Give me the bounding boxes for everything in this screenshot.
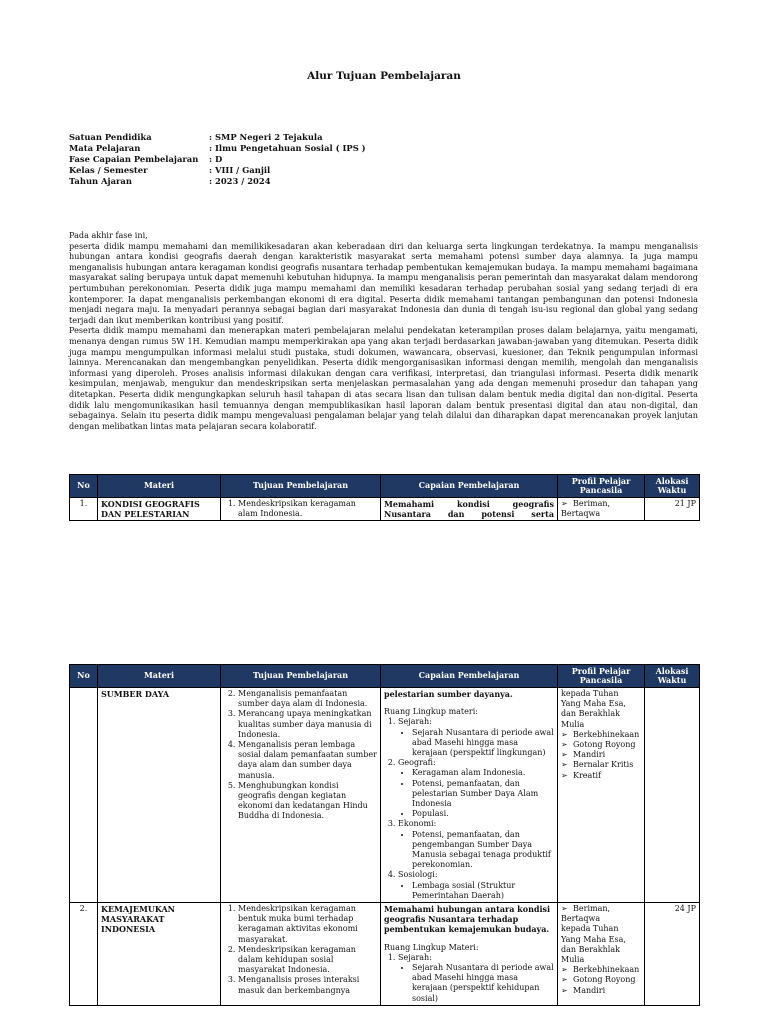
- profil-item: ➢ Bernalar Kritis: [561, 760, 634, 770]
- profil-continuation: kepada Tuhan: [561, 689, 619, 698]
- outcome-paragraph: peserta didik mampu memahami dan memilikikesadaran akan keberadaan diri dan keluarga serta lingkungan terdekatnya. Ia mampu menganalisis hubungan antara kondisi geografis daerah dengan karakteristik masyarakat serta memahami potensi sumber daya alamnya. Ia juga mampu menganalisis hubungan antara keragaman kondisi geografis nusantara terhadap pembentukan kemajemukan budaya. Ia mampu memahami bagaimana masyarakat saling berupaya untuk dapat memenuhi kebutuhan hidupnya. Ia mampu menganalisis peran pemerintah dan masyarakat dalam mendorong pertumbuhan perekonomian. Peserta didik juga mampu memahami dan memiliki kesadaran terhadap perubahan sosial yang sedang terjadi di era kontemporer. Ia dapat menganalisis perkembangan ekonomi di era digital. Peserta didik memahami tantangan pembangunan dan potensi Indonesia menjadi negara maju. Ia menyadari perannya sebagai bagian dari masyarakat Indonesia dan dunia di tengah isu-isu regional dan global yang sedang terjadi dan ikut memberikan kontribusi yang positif.: [69, 240, 698, 325]
- ruang-item: 1. Sejarah: • Sejarah Nusantara di periode awal abad Masehi hingga masa kerajaan (perspektif kehidupan sosial): [398, 953, 554, 1004]
- tujuan-item: 1. Mendeskripsikan keragaman alam Indonesia.: [238, 499, 377, 519]
- alokasi-cell: [645, 688, 700, 903]
- ruang-subitem: • Lembaga sosial (Struktur Pemerintahan Daerah): [412, 881, 554, 901]
- arrow-bullet-icon: ➢: [561, 760, 568, 770]
- tujuan-item: 3. Merancang upaya meningkatkan kualitas sumber daya manusia di Indonesia.: [238, 709, 377, 740]
- profil-continuation: Mulia: [561, 955, 585, 965]
- arrow-bullet-icon: ➢: [561, 770, 568, 780]
- materi-cell: KEMAJEMUKAN MASYARAKAT INDONESIA: [98, 903, 221, 1006]
- ruang-subitem: • Sejarah Nusantara di periode awal abad Masehi hingga masa kerajaan (perspektif kehidupan sosial): [412, 963, 554, 1004]
- profil-continuation: Mulia: [561, 719, 585, 729]
- arrow-bullet-icon: ➢: [561, 975, 568, 985]
- header-capaian: Capaian Pembelajaran: [381, 475, 558, 498]
- profil-cell: [558, 903, 645, 1006]
- tujuan-item: 3. Menganalisis proses interaksi masuk dan berkembangnya: [238, 975, 377, 995]
- row-number: 2.: [70, 903, 98, 1006]
- profil-item: ➢ Gotong Royong: [561, 740, 636, 750]
- document-title: Alur Tujuan Pembelajaran: [307, 70, 461, 82]
- ruang-subitem: • Potensi, pemanfaatan, dan pelestarian Sumber Daya Alam Indonesia: [412, 779, 554, 810]
- tujuan-item: 2. Mendeskripsikan keragaman dalam kehidupan sosial masyarakat Indonesia.: [238, 945, 377, 976]
- info-label: Tahun Ajaran: [69, 176, 132, 186]
- profil-item: ➢ Kreatif: [561, 770, 602, 780]
- info-label: Mata Pelajaran: [69, 143, 141, 153]
- atp-table-page2: [69, 664, 700, 1006]
- capaian-text: pelestarian sumber dayanya.: [384, 689, 513, 699]
- info-value: : 2023 / 2024: [209, 176, 271, 186]
- tujuan-cell: [221, 498, 381, 521]
- header-profil: Profil Pelajar Pancasila: [558, 475, 645, 498]
- profil-continuation: Bertaqwa: [561, 914, 601, 924]
- table-header-row: [70, 475, 700, 498]
- alokasi-cell: 24 JP: [645, 903, 700, 1006]
- capaian-cell: Memahami kondisi geografis Nusantara dan potensi serta: [381, 498, 558, 521]
- row-number: [70, 688, 98, 903]
- ruang-item: 3. Ekonomi: • Potensi, pemanfaatan, dan pengembangan Sumber Daya Manusia sebagai tenaga produktif perekonomian.: [398, 819, 554, 870]
- arrow-bullet-icon: ➢: [561, 985, 568, 995]
- info-row: [69, 143, 366, 154]
- profil-cell: [558, 688, 645, 903]
- profil-continuation: Bertaqwa: [561, 509, 601, 519]
- profil-cell: [558, 498, 645, 521]
- header-tujuan: Tujuan Pembelajaran: [221, 475, 381, 498]
- header-alokasi: Alokasi Waktu: [645, 665, 700, 688]
- table-row: [70, 903, 700, 1006]
- ruang-item: 1. Sejarah: • Sejarah Nusantara di periode awal abad Masehi hingga masa kerajaan (perspektif lingkungan): [398, 717, 554, 758]
- tujuan-item: 1. Mendeskripsikan keragaman bentuk muka bumi terhadap keragaman aktivitas ekonomi masyarakat.: [238, 904, 377, 945]
- info-value: : D: [209, 154, 223, 164]
- info-value: : VIII / Ganjil: [209, 165, 271, 175]
- materi-cell: KONDISI GEOGRAFIS DAN PELESTARIAN: [98, 498, 221, 521]
- info-row: [69, 132, 366, 143]
- profil-item: ➢ Berkebhinekaan: [561, 729, 640, 739]
- arrow-bullet-icon: ➢: [561, 729, 568, 739]
- table-row: [70, 688, 700, 903]
- header-no: No: [70, 665, 98, 688]
- profil-item: ➢ Beriman,: [561, 904, 611, 914]
- header-tujuan: Tujuan Pembelajaran: [221, 665, 381, 688]
- ruang-lingkup-label: Ruang Lingkup Materi:: [384, 942, 479, 952]
- arrow-bullet-icon: ➢: [561, 750, 568, 760]
- capaian-cell: [381, 903, 558, 1006]
- arrow-bullet-icon: ➢: [561, 499, 568, 508]
- capaian-text: Memahami hubungan antara kondisi geografis Nusantara terhadap pembentukan kemajemukan budaya.: [384, 904, 551, 935]
- arrow-bullet-icon: ➢: [561, 965, 568, 975]
- table-header-row: [70, 665, 700, 688]
- atp-table-page1: [69, 474, 700, 521]
- identity-block: [69, 132, 366, 187]
- tujuan-cell: [221, 903, 381, 1006]
- profil-item: ➢ Mandiri: [561, 750, 606, 760]
- profil-item: ➢ Berkebhinekaan: [561, 965, 640, 975]
- header-materi: Materi: [98, 475, 221, 498]
- row-number: 1.: [70, 498, 98, 521]
- ruang-subitem: • Keragaman alam Indonesia.: [412, 768, 554, 778]
- ruang-lingkup-label: Ruang Lingkup materi:: [384, 707, 478, 717]
- info-label: Kelas / Semester: [69, 165, 148, 175]
- header-no: No: [70, 475, 98, 498]
- learning-outcome-text: [69, 230, 698, 431]
- ruang-subitem: • Sejarah Nusantara di periode awal abad Masehi hingga masa kerajaan (perspektif lingkungan): [412, 728, 554, 759]
- info-label: Satuan Pendidika: [69, 132, 152, 142]
- table-row: [70, 498, 700, 521]
- info-row: [69, 176, 366, 187]
- materi-cell: SUMBER DAYA: [98, 688, 221, 903]
- header-profil: Profil Pelajar Pancasila: [558, 665, 645, 688]
- ruang-subitem: • Populasi.: [412, 809, 554, 819]
- info-row: [69, 154, 366, 165]
- intro-line: Pada akhir fase ini,: [69, 230, 148, 240]
- header-alokasi: Alokasi Waktu: [645, 475, 700, 498]
- tujuan-item: 2. Menganalisis pemanfaatan sumber daya alam di Indonesia.: [238, 689, 377, 709]
- tujuan-item: 4. Menganalisis peran lembaga sosial dalam pemanfaatan sumber daya alam dan sumber daya manusia.: [238, 740, 377, 781]
- profil-continuation: dan Berakhlak: [561, 944, 620, 954]
- outcome-paragraph: Peserta didik mampu memahami dan menerapkan materi pembelajaran melalui pendekatan keterampilan proses dalam belajarnya, yaitu mengamati, menanya dengan rumus 5W 1H. Kemudian mampu memperkirakan apa yang akan terjadi berdasarkan jawaban-jawaban yang ditemukan. Peserta didik juga mampu mengumpulkan informasi melalui studi pustaka, studi dokumen, wawancara, observasi, kuesioner, dan Teknik pengumpulan informasi lainnya. Merencanakan dan mengembangkan penyelidikan. Peserta didik mengorganisasikan informasi dengan memilih, mengolah dan menganalisis informasi yang diperoleh. Proses analisis informasi dilakukan dengan cara verifikasi, interpretasi, dan triangulasi informasi. Peserta didik menarik kesimpulan, menjawab, mengukur dan mendeskripsikan serta menjelaskan permasalahan yang ada dengan memenuhi prosedur dan tahapan yang ditetapkan. Peserta didik mengungkapkan seluruh hasil tahapan di atas secara lisan dan tulisan dalam bentuk media digital dan non-digital. Peserta didik lalu mengomunikasikan hasil temuannya dengan mempublikasikan hasil laporan dalam bentuk presentasi digital dan atau non-digital, dan sebagainya. Selain itu peserta didik mampu mengevaluasi pengalaman belajar yang telah dilalui dan diharapkan dapat merencanakan proyek lanjutan dengan melibatkan lintas mata pelajaran secara kolaboratif.: [69, 325, 698, 431]
- ruang-item: 4. Sosiologi: • Lembaga sosial (Struktur Pemerintahan Daerah): [398, 870, 554, 901]
- capaian-cell: [381, 688, 558, 903]
- profil-continuation: kepada Tuhan: [561, 924, 619, 934]
- info-label: Fase Capaian Pembelajaran: [69, 154, 199, 164]
- profil-continuation: Yang Maha Esa,: [561, 934, 626, 944]
- ruang-item: 2. Geografi: • Keragaman alam Indonesia. • Potensi, pemanfaatan, dan pelestarian Sumber Daya Alam Indonesia • Populasi.: [398, 758, 554, 819]
- ruang-subitem: • Potensi, pemanfaatan, dan pengembangan Sumber Daya Manusia sebagai tenaga produktif perekonomian.: [412, 830, 554, 871]
- profil-item: ➢ Mandiri: [561, 985, 606, 995]
- tujuan-item: 5. Menghubungkan kondisi geografis dengan kegiatan ekonomi dan kedatangan Hindu Buddha di Indonesia.: [238, 781, 377, 822]
- arrow-bullet-icon: ➢: [561, 904, 568, 914]
- profil-continuation: Yang Maha Esa,: [561, 699, 626, 709]
- arrow-bullet-icon: ➢: [561, 740, 568, 750]
- info-row: [69, 165, 366, 176]
- alokasi-cell: 21 JP: [645, 498, 700, 521]
- tujuan-cell: [221, 688, 381, 903]
- profil-item: ➢ Gotong Royong: [561, 975, 636, 985]
- info-value: : SMP Negeri 2 Tejakula: [209, 132, 323, 142]
- header-materi: Materi: [98, 665, 221, 688]
- info-value: : Ilmu Pengetahuan Sosial ( IPS ): [209, 143, 366, 153]
- profil-item: ➢ Beriman,: [561, 499, 611, 508]
- header-capaian: Capaian Pembelajaran: [381, 665, 558, 688]
- profil-continuation: dan Berakhlak: [561, 709, 620, 719]
